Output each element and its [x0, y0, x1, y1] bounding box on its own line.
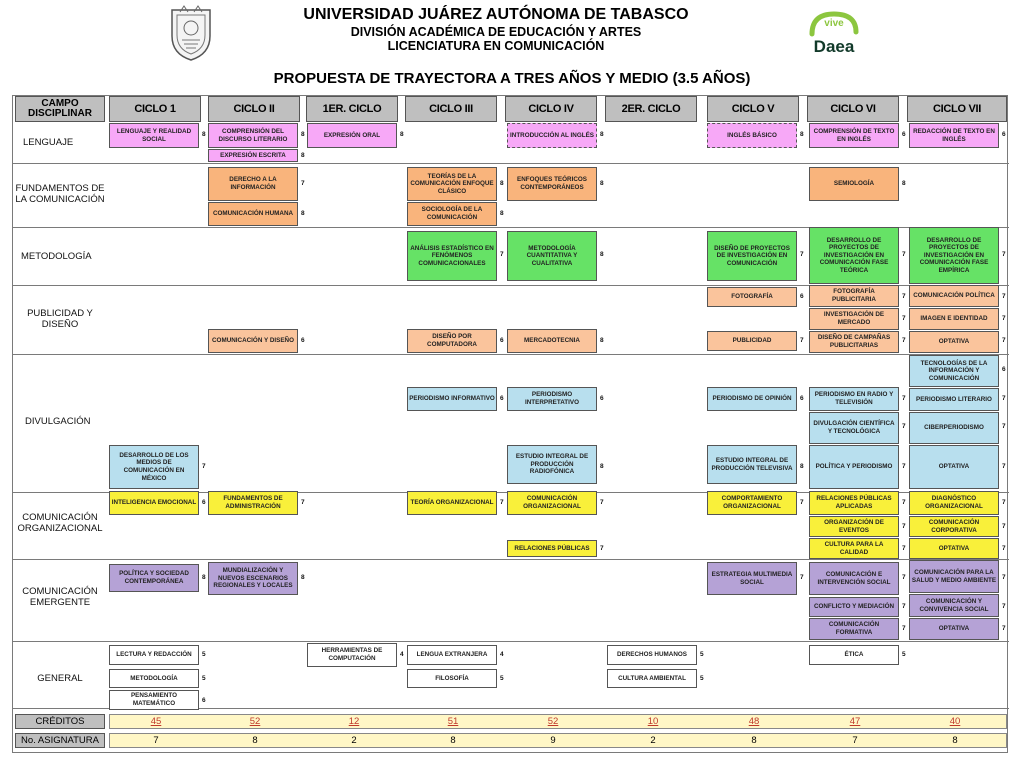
course-box[interactable]: EXPRESIÓN ORAL	[307, 123, 397, 148]
course-box[interactable]: PUBLICIDAD	[707, 331, 797, 351]
course-credits: 7	[1002, 603, 1006, 610]
asignaturas-value: 7	[852, 735, 858, 746]
course-box[interactable]: DERECHOS HUMANOS	[607, 645, 697, 665]
course-box[interactable]: POLÍTICA Y PERIODISMO	[809, 445, 899, 489]
course-box[interactable]: HERRAMIENTAS DE COMPUTACIÓN	[307, 643, 397, 667]
course-credits: 7	[902, 603, 906, 610]
column-header-verano-1: 1ER. CICLO	[306, 96, 398, 122]
course-credits: 5	[700, 675, 704, 682]
course-box[interactable]: REDACCIÓN DE TEXTO EN INGLÉS	[909, 123, 999, 148]
asignaturas-value: 8	[450, 735, 456, 746]
asignaturas-value: 8	[952, 735, 958, 746]
course-credits: 7	[1002, 523, 1006, 530]
course-box[interactable]: COMUNICACIÓN ORGANIZACIONAL	[507, 491, 597, 515]
creditos-value: 52	[249, 716, 261, 727]
logo-top-text: vive	[824, 18, 844, 29]
campo-publicidad: PUBLICIDAD Y DISEÑO	[27, 308, 93, 330]
course-credits: 8	[600, 131, 604, 138]
creditos-value: 51	[447, 716, 459, 727]
course-credits: 7	[1002, 423, 1006, 430]
course-box[interactable]: COMPRENSIÓN DEL DISCURSO LITERARIO	[208, 123, 298, 148]
course-box[interactable]: INTRODUCCIÓN AL INGLÉS	[507, 123, 597, 148]
asignaturas-row	[109, 733, 1007, 748]
course-box[interactable]: PERIODISMO INTERPRETATIVO	[507, 387, 597, 411]
course-box[interactable]: COMPRENSIÓN DE TEXTO EN INGLÉS	[809, 123, 899, 148]
course-box[interactable]: EXPRESIÓN ESCRITA	[208, 149, 298, 162]
campo-lenguaje: LENGUAJE	[23, 136, 74, 148]
course-credits: 6	[1002, 366, 1006, 373]
course-box[interactable]: OPTATIVA	[909, 618, 999, 640]
course-box[interactable]: MUNDIALIZACIÓN Y NUEVOS ESCENARIOS REGIONALES Y LOCALES	[208, 562, 298, 595]
course-credits: 7	[902, 523, 906, 530]
course-credits: 7	[500, 251, 504, 258]
course-credits: 6	[202, 697, 206, 704]
campo-organizacional: COMUNICACIÓN ORGANIZACIONAL	[17, 512, 103, 534]
course-box[interactable]: DISEÑO DE PROYECTOS DE INVESTIGACIÓN EN COMUNICACIÓN	[707, 231, 797, 281]
course-credits: 7	[800, 337, 804, 344]
course-credits: 7	[902, 574, 906, 581]
course-credits: 8	[800, 463, 804, 470]
course-box[interactable]: LENGUA EXTRANJERA	[407, 645, 497, 665]
university-title: UNIVERSIDAD JUÁREZ AUTÓNOMA DE TABASCO	[303, 6, 689, 23]
course-box[interactable]: MERCADOTECNIA	[507, 329, 597, 353]
course-box[interactable]: CULTURA PARA LA CALIDAD	[809, 538, 899, 559]
creditos-row	[109, 714, 1007, 729]
column-header-ciclo-4: CICLO IV	[505, 96, 597, 122]
creditos-value: 40	[949, 716, 961, 727]
column-header-ciclo-1: CICLO 1	[109, 96, 201, 122]
course-credits: 5	[500, 675, 504, 682]
creditos-label: CRÉDITOS	[15, 714, 105, 729]
logo-bottom-text: Daea	[813, 37, 855, 56]
course-credits: 7	[902, 625, 906, 632]
course-box[interactable]: DISEÑO POR COMPUTADORA	[407, 329, 497, 353]
column-header-ciclo-3: CICLO III	[405, 96, 497, 122]
asignaturas-value: 7	[153, 735, 159, 746]
course-box[interactable]: LECTURA Y REDACCIÓN	[109, 645, 199, 665]
course-credits: 7	[1002, 545, 1006, 552]
course-credits: 8	[400, 131, 404, 138]
course-box[interactable]: ORGANIZACIÓN DE EVENTOS	[809, 516, 899, 537]
course-credits: 7	[600, 499, 604, 506]
course-credits: 7	[301, 180, 305, 187]
row-separator	[13, 641, 1009, 642]
course-credits: 8	[301, 210, 305, 217]
course-credits: 7	[1002, 293, 1006, 300]
course-credits: 7	[301, 499, 305, 506]
creditos-value: 10	[647, 716, 659, 727]
course-box[interactable]: PERIODISMO EN RADIO Y TELEVISIÓN	[809, 387, 899, 411]
course-box[interactable]: COMUNICACIÓN Y CONVIVENCIA SOCIAL	[909, 594, 999, 617]
course-credits: 7	[902, 499, 906, 506]
course-box[interactable]: PERIODISMO INFORMATIVO	[407, 387, 497, 411]
course-credits: 7	[1002, 625, 1006, 632]
course-box[interactable]: RELACIONES PÚBLICAS APLICADAS	[809, 491, 899, 515]
course-box[interactable]: ESTUDIO INTEGRAL DE PRODUCCIÓN RADIOFÓNICA	[507, 445, 597, 484]
course-credits: 7	[202, 463, 206, 470]
course-credits: 8	[202, 574, 206, 581]
course-credits: 8	[301, 574, 305, 581]
row-separator	[13, 354, 1009, 355]
course-box[interactable]: PERIODISMO LITERARIO	[909, 388, 999, 411]
course-credits: 8	[500, 210, 504, 217]
course-box[interactable]: OPTATIVA	[909, 445, 999, 489]
course-box[interactable]: POLÍTICA Y SOCIEDAD CONTEMPORÁNEA	[109, 564, 199, 592]
course-box[interactable]: DIAGNÓSTICO ORGANIZACIONAL	[909, 491, 999, 515]
course-box[interactable]: COMPORTAMIENTO ORGANIZACIONAL	[707, 491, 797, 515]
course-box[interactable]: DISEÑO DE CAMPAÑAS PUBLICITARIAS	[809, 331, 899, 353]
course-box[interactable]: COMUNICACIÓN FORMATIVA	[809, 618, 899, 640]
asignaturas-label: No. ASIGNATURA	[15, 733, 105, 748]
course-credits: 5	[202, 651, 206, 658]
column-header-ciclo-7: CICLO VII	[907, 96, 1007, 122]
course-box[interactable]: LENGUAJE Y REALIDAD SOCIAL	[109, 123, 199, 148]
course-credits: 7	[1002, 499, 1006, 506]
course-credits: 6	[800, 395, 804, 402]
asignaturas-value: 2	[351, 735, 357, 746]
course-box[interactable]: INGLÉS BÁSICO	[707, 123, 797, 148]
course-box[interactable]: ESTUDIO INTEGRAL DE PRODUCCIÓN TELEVISIVA	[707, 445, 797, 484]
creditos-value: 52	[547, 716, 559, 727]
course-box[interactable]: COMUNICACIÓN POLÍTICA	[909, 285, 999, 307]
course-credits: 8	[500, 180, 504, 187]
campo-general: GENERAL	[37, 672, 83, 684]
course-credits: 4	[400, 651, 404, 658]
course-box[interactable]: CONFLICTO Y MEDIACIÓN	[809, 597, 899, 617]
course-credits: 7	[902, 251, 906, 258]
course-box[interactable]: COMUNICACIÓN E INTERVENCIÓN SOCIAL	[809, 562, 899, 595]
course-credits: 7	[1002, 463, 1006, 470]
course-credits: 6	[600, 395, 604, 402]
daea-logo	[806, 8, 862, 60]
course-credits: 8	[301, 131, 305, 138]
course-credits: 6	[500, 395, 504, 402]
course-box[interactable]: FUNDAMENTOS DE ADMINISTRACIÓN	[208, 491, 298, 515]
course-credits: 7	[1002, 315, 1006, 322]
course-box[interactable]: COMUNICACIÓN CORPORATIVA	[909, 516, 999, 537]
course-box[interactable]: INTELIGENCIA EMOCIONAL	[109, 491, 199, 515]
column-header-ciclo-2: CICLO II	[208, 96, 300, 122]
course-box[interactable]: ENFOQUES TEÓRICOS CONTEMPORÁNEOS	[507, 167, 597, 201]
column-header-verano-2: 2ER. CICLO	[605, 96, 697, 122]
course-credits: 6	[202, 499, 206, 506]
course-credits: 6	[800, 293, 804, 300]
course-box[interactable]: DESARROLLO DE PROYECTOS DE INVESTIGACIÓN EN COMUNICACIÓN FASE EMPÍRICA	[909, 227, 999, 284]
course-credits: 8	[202, 131, 206, 138]
course-credits: 7	[1002, 395, 1006, 402]
row-separator	[13, 163, 1009, 164]
column-header-ciclo-5: CICLO V	[707, 96, 799, 122]
curriculum-grid	[12, 95, 1008, 753]
course-credits: 6	[902, 131, 906, 138]
course-credits: 7	[1002, 251, 1006, 258]
course-box[interactable]: TEORÍA ORGANIZACIONAL	[407, 491, 497, 515]
course-box[interactable]: METODOLOGÍA CUANTITATIVA Y CUALITATIVA	[507, 231, 597, 281]
course-credits: 7	[902, 315, 906, 322]
course-box[interactable]: OPTATIVA	[909, 331, 999, 353]
course-box[interactable]: FOTOGRAFÍA PUBLICITARIA	[809, 285, 899, 307]
course-credits: 6	[500, 337, 504, 344]
course-box[interactable]: CULTURA AMBIENTAL	[607, 669, 697, 688]
course-box[interactable]: IMAGEN E IDENTIDAD	[909, 308, 999, 330]
course-credits: 8	[301, 152, 305, 159]
course-box[interactable]: SOCIOLOGÍA DE LA COMUNICACIÓN	[407, 202, 497, 226]
course-box[interactable]: RELACIONES PÚBLICAS	[507, 540, 597, 557]
column-header-campo: CAMPO DISCIPLINAR	[15, 96, 105, 122]
campo-emergente: COMUNICACIÓN EMERGENTE	[22, 586, 98, 608]
asignaturas-value: 8	[751, 735, 757, 746]
course-box[interactable]: COMUNICACIÓN PARA LA SALUD Y MEDIO AMBIENTE	[909, 560, 999, 593]
course-credits: 7	[902, 293, 906, 300]
course-credits: 7	[902, 337, 906, 344]
asignaturas-value: 9	[550, 735, 556, 746]
asignaturas-value: 8	[252, 735, 258, 746]
course-credits: 7	[1002, 574, 1006, 581]
course-box[interactable]: ÉTICA	[809, 645, 899, 665]
course-box[interactable]: ESTRATEGIA MULTIMEDIA SOCIAL	[707, 562, 797, 595]
course-box[interactable]: FILOSOFÍA	[407, 669, 497, 688]
course-credits: 4	[500, 651, 504, 658]
course-box[interactable]: DESARROLLO DE PROYECTOS DE INVESTIGACIÓN EN COMUNICACIÓN FASE TEÓRICA	[809, 227, 899, 284]
course-credits: 5	[700, 651, 704, 658]
course-box[interactable]: TEORÍAS DE LA COMUNICACIÓN ENFOQUE CLÁSICO	[407, 167, 497, 201]
course-credits: 8	[800, 131, 804, 138]
course-credits: 7	[902, 395, 906, 402]
course-credits: 8	[902, 180, 906, 187]
course-credits: 7	[902, 463, 906, 470]
course-box[interactable]: DESARROLLO DE LOS MEDIOS DE COMUNICACIÓN EN MÉXICO	[109, 445, 199, 489]
course-box[interactable]: OPTATIVA	[909, 538, 999, 559]
course-credits: 8	[600, 337, 604, 344]
row-separator	[13, 559, 1009, 560]
course-box[interactable]: METODOLOGÍA	[109, 669, 199, 688]
campo-metodologia: METODOLOGÍA	[21, 250, 92, 262]
course-box[interactable]: DIVULGACIÓN CIENTÍFICA Y TECNOLÓGICA	[809, 412, 899, 444]
column-header-ciclo-6: CICLO VI	[807, 96, 899, 122]
course-box[interactable]: TECNOLOGÍAS DE LA INFORMACIÓN Y COMUNICACIÓN	[909, 355, 999, 387]
course-credits: 7	[800, 574, 804, 581]
course-box[interactable]: COMUNICACIÓN HUMANA	[208, 202, 298, 226]
division-title: DIVISIÓN ACADÉMICA DE EDUCACIÓN Y ARTES	[350, 25, 642, 39]
creditos-value: 48	[748, 716, 760, 727]
course-credits: 7	[1002, 337, 1006, 344]
course-credits: 7	[600, 545, 604, 552]
course-credits: 6	[301, 337, 305, 344]
asignaturas-value: 2	[650, 735, 656, 746]
campo-divulgacion: DIVULGACIÓN	[25, 415, 91, 427]
creditos-value: 12	[348, 716, 360, 727]
course-box[interactable]: COMUNICACIÓN Y DISEÑO	[208, 329, 298, 353]
university-seal-icon	[168, 4, 214, 62]
course-box[interactable]: ANÁLISIS ESTADÍSTICO EN FENÓMENOS COMUNICACIONALES	[407, 231, 497, 281]
program-title: LICENCIATURA EN COMUNICACIÓN	[387, 39, 605, 53]
course-box[interactable]: DERECHO A LA INFORMACIÓN	[208, 167, 298, 201]
course-credits: 7	[800, 499, 804, 506]
course-credits: 7	[800, 251, 804, 258]
campo-fundamentos: FUNDAMENTOS DE LA COMUNICACIÓN	[15, 183, 105, 205]
course-box[interactable]: PENSAMIENTO MATEMÁTICO	[109, 690, 199, 710]
course-credits: 6	[1002, 131, 1006, 138]
creditos-value: 47	[849, 716, 861, 727]
course-credits: 5	[202, 675, 206, 682]
course-credits: 8	[600, 463, 604, 470]
course-credits: 7	[902, 423, 906, 430]
course-box[interactable]: FOTOGRAFÍA	[707, 287, 797, 307]
course-box[interactable]: INVESTIGACIÓN DE MERCADO	[809, 308, 899, 330]
course-box[interactable]: CIBERPERIODISMO	[909, 412, 999, 444]
course-box[interactable]: SEMIOLOGÍA	[809, 167, 899, 201]
course-box[interactable]: PERIODISMO DE OPINIÓN	[707, 387, 797, 411]
proposal-title: PROPUESTA DE TRAYECTORA A TRES AÑOS Y MEDIO (3.5 AÑOS)	[273, 70, 751, 87]
course-credits: 7	[500, 499, 504, 506]
course-credits: 8	[600, 180, 604, 187]
creditos-value: 45	[150, 716, 162, 727]
course-credits: 5	[902, 651, 906, 658]
course-credits: 8	[600, 251, 604, 258]
course-credits: 7	[902, 545, 906, 552]
